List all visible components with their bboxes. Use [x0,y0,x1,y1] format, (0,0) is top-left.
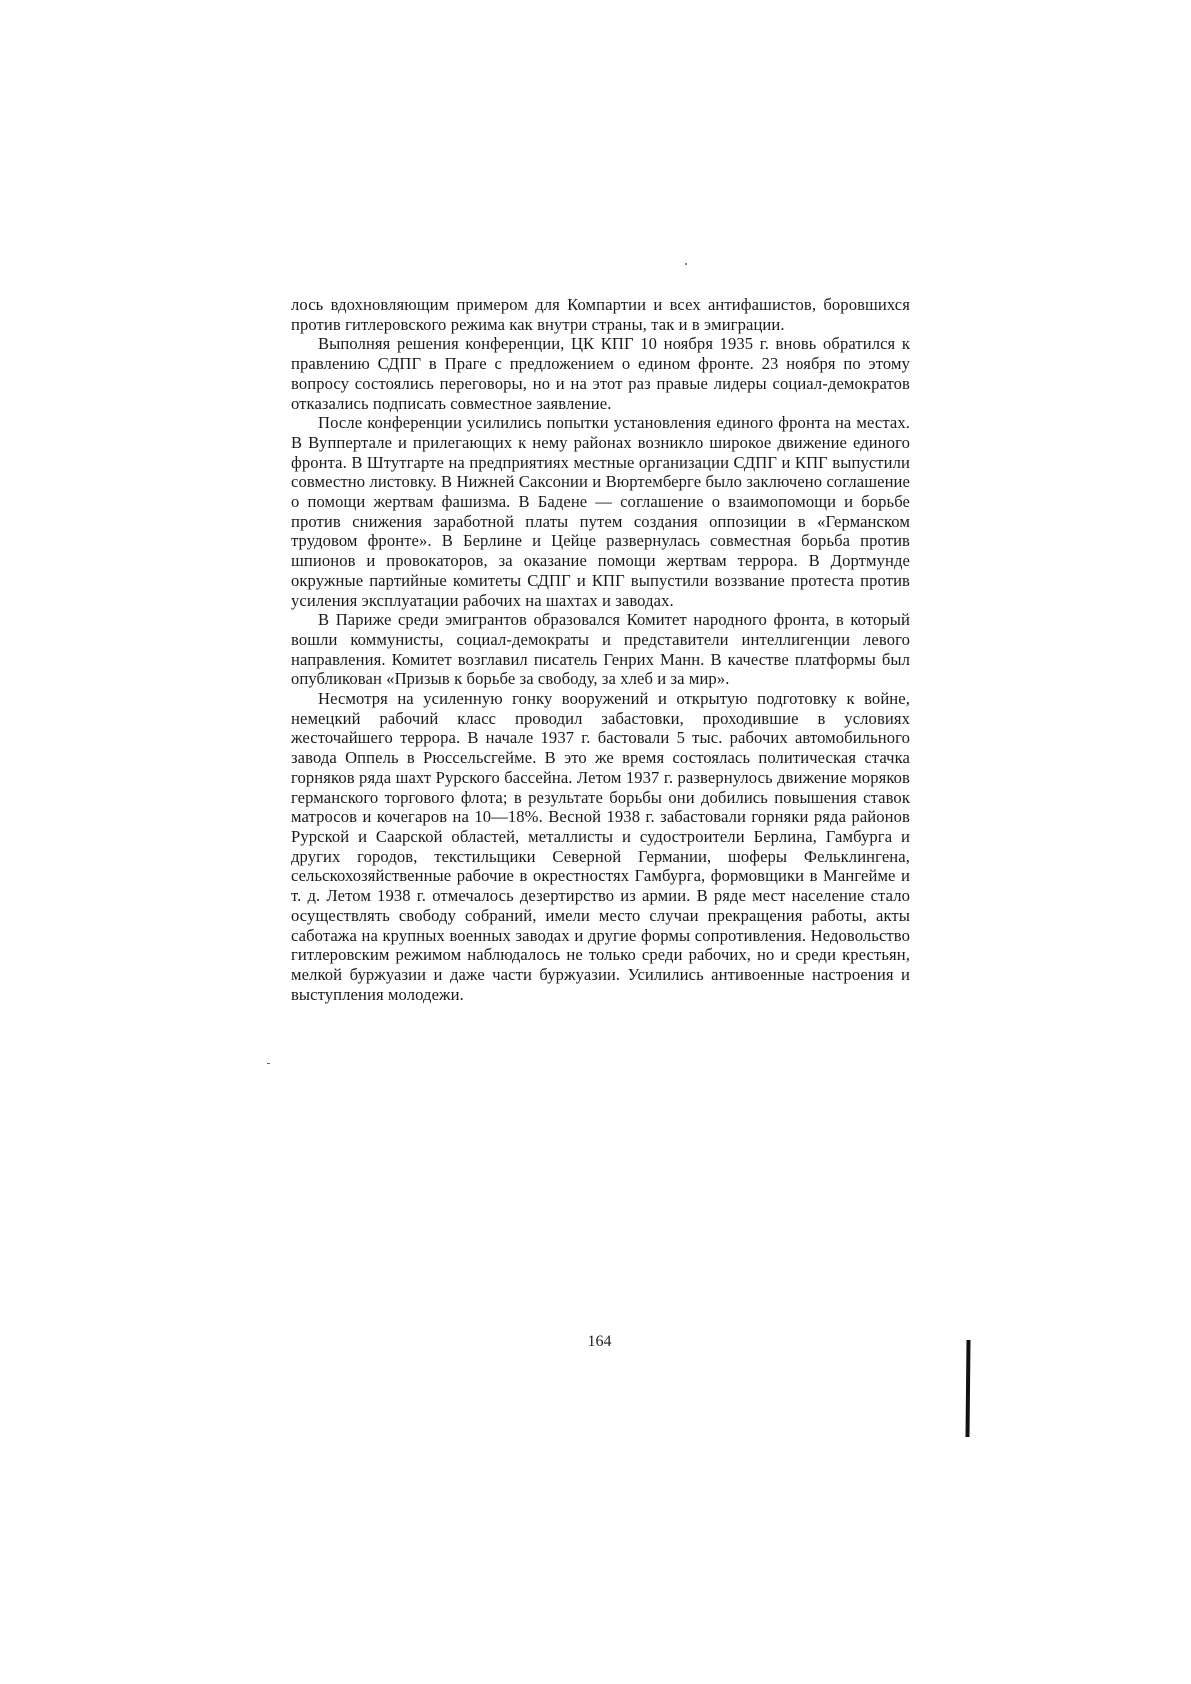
paragraph-continuation: лось вдохновляющим примером для Компартии и всех антифашистов, боровшихся против гитлеровского режима как внутри страны, так и в эмиграции. [291,295,910,334]
page-number: 164 [587,1333,612,1350]
scan-speck [685,263,687,265]
paragraph-local-united-front: После конференции усилились попытки установления единого фронта на местах. В Вуппертале и прилегающих к нему районах возникло широкое движение единого фронта. В Штутгарте на предприятиях местные организации СДПГ и КПГ выпустили совместно листовку. В Нижней Саксонии и Вюртемберге было заключено соглашение о помощи жертвам фашизма. В Бадене — соглашение о взаимопомощи и борьбе против снижения заработной платы путем создания оппозиции в «Германском трудовом фронте». В Берлине и Цейце развернулась совместная борьба против шпионов и провокаторов, за оказание помощи жертвам террора. В Дортмунде окружные партийные комитеты СДПГ и КПГ выпустили воззвание протеста против усиления эксплуатации рабочих на шахтах и заводах. [291,413,910,610]
paragraph-ck-kpg-appeal: Выполняя решения конференции, ЦК КПГ 10 ноября 1935 г. вновь обратился к правлению СДПГ в Праге с предложением о едином фронте. 23 ноября по этому вопросу состоялись переговоры, но и на этот раз правые лидеры социал-демократов отказались подписать совместное заявление. [291,334,910,413]
scan-speck [267,1063,270,1064]
paragraph-paris-committee: В Париже среди эмигрантов образовался Комитет народного фронта, в который вошли коммунисты, социал-демократы и представители интеллигенции левого направления. Комитет возглавил писатель Генрих Манн. В качестве платформы был опубликован «Призыв к борьбе за свободу, за хлеб и за мир». [291,610,910,689]
scan-margin-bar [965,1340,970,1437]
paragraph-strikes: Несмотря на усиленную гонку вооружений и открытую подготовку к войне, немецкий рабочий класс проводил забастовки, проходившие в условиях жесточайшего террора. В начале 1937 г. бастовали 5 тыс. рабочих автомобильного завода Оппель в Рюссельсгейме. В это же время состоялась политическая стачка горняков ряда шахт Рурского бассейна. Летом 1937 г. развернулось движение моряков германского торгового флота; в результате борьбы они добились повышения ставок матросов и кочегаров на 10—18%. Весной 1938 г. забастовали горняки ряда районов Рурской и Саарской областей, металлисты и судостроители Берлина, Гамбурга и других городов, текстильщики Северной Германии, шоферы Фельклингена, сельскохозяйственные рабочие в окрестностях Гамбурга, формовщики в Мангейме и т. д. Летом 1938 г. отмечалось дезертирство из армии. В ряде мест население стало осуществлять свободу собраний, имели место случаи прекращения работы, акты саботажа на крупных военных заводах и другие формы сопротивления. Недовольство гитлеровским режимом наблюдалось не только среди рабочих, но и среди крестьян, мелкой буржуазии и даже части буржуазии. Усилились антивоенные настроения и выступления молодежи. [291,689,910,1004]
page-body [291,295,910,1004]
